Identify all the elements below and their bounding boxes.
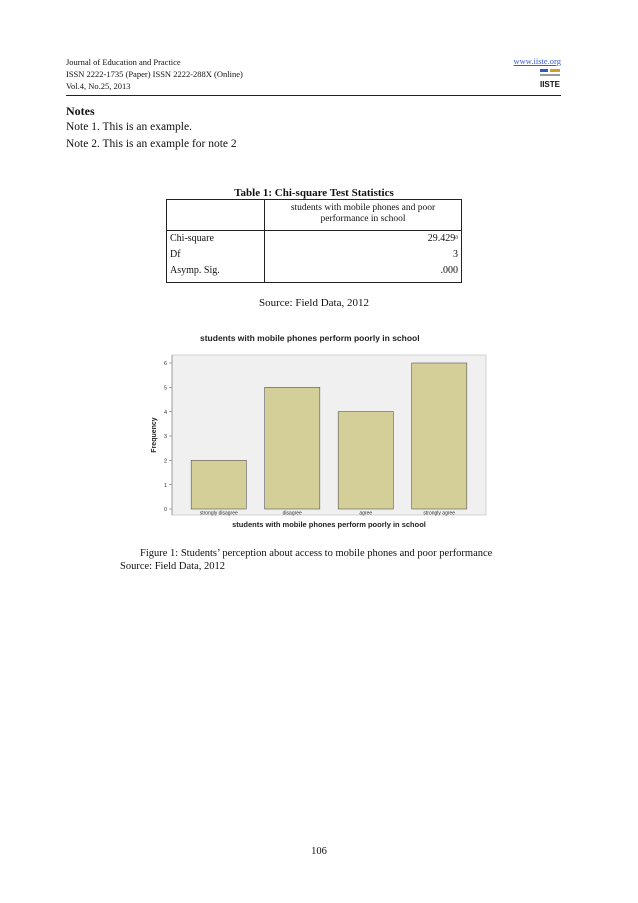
y-tick-label: 6 [163, 361, 167, 368]
table-row-label: Asymp. Sig. [170, 265, 220, 276]
journal-volume: Vol.4, No.25, 2013 [66, 81, 131, 91]
bar-strongly-agree [412, 363, 467, 509]
y-tick-label: 0 [163, 507, 167, 514]
bar-chart [140, 328, 496, 538]
bar-agree [338, 412, 393, 509]
table-header-rule [166, 230, 462, 231]
notes-title: Notes [66, 104, 95, 118]
table-row-value: 3 [453, 249, 458, 260]
y-tick-label: 5 [163, 385, 167, 392]
bar-chart-svg [140, 328, 496, 538]
x-tick-label: strongly agree [423, 510, 456, 517]
x-tick-label: strongly disagree [199, 510, 238, 517]
y-tick-labels [164, 361, 167, 513]
x-axis-label: students with mobile phones perform poorly in school [232, 520, 426, 529]
x-tick-label: disagree [282, 510, 302, 517]
y-tick-label: 1 [163, 482, 167, 489]
note-2: Note 2. This is an example for note 2 [66, 138, 237, 150]
table-column-header: students with mobile phones and poor performance in school [290, 203, 436, 224]
header-rule [66, 95, 561, 96]
bar-strongly-disagree [191, 460, 246, 509]
table-row-value: 29.429ᵃ [427, 233, 458, 244]
y-tick-label: 3 [163, 434, 167, 441]
table-row-label: Df [170, 249, 181, 260]
table-source: Source: Field Data, 2012 [259, 297, 369, 309]
iiste-logo [539, 68, 561, 90]
figure-source: Source: Field Data, 2012 [120, 561, 225, 572]
journal-header [66, 56, 243, 92]
table-column-rule [264, 199, 265, 283]
journal-issn: ISSN 2222-1735 (Paper) ISSN 2222-288X (Online) [66, 69, 243, 79]
table-row-label: Chi-square [170, 233, 214, 244]
table-title: Table 1: Chi-square Test Statistics [234, 187, 394, 199]
y-axis-label: Frequency [151, 417, 158, 453]
logo-text: IISTE [539, 80, 561, 89]
page-number: 106 [311, 846, 327, 857]
note-1: Note 1. This is an example. [66, 121, 192, 133]
table-row-value: .000 [440, 265, 458, 276]
chi-square-table [166, 199, 462, 283]
y-tick-label: 4 [163, 409, 167, 416]
y-tick-label: 2 [163, 458, 167, 465]
chart-title: students with mobile phones perform poorly in school [200, 333, 420, 343]
figure-caption: Figure 1: Students’ perception about access to mobile phones and poor performance [140, 548, 493, 559]
chart-axes [169, 355, 172, 515]
site-link[interactable]: www.iiste.org [513, 56, 561, 66]
journal-name: Journal of Education and Practice [66, 57, 181, 67]
bar-disagree [265, 387, 320, 509]
x-tick-label: agree [359, 510, 373, 517]
